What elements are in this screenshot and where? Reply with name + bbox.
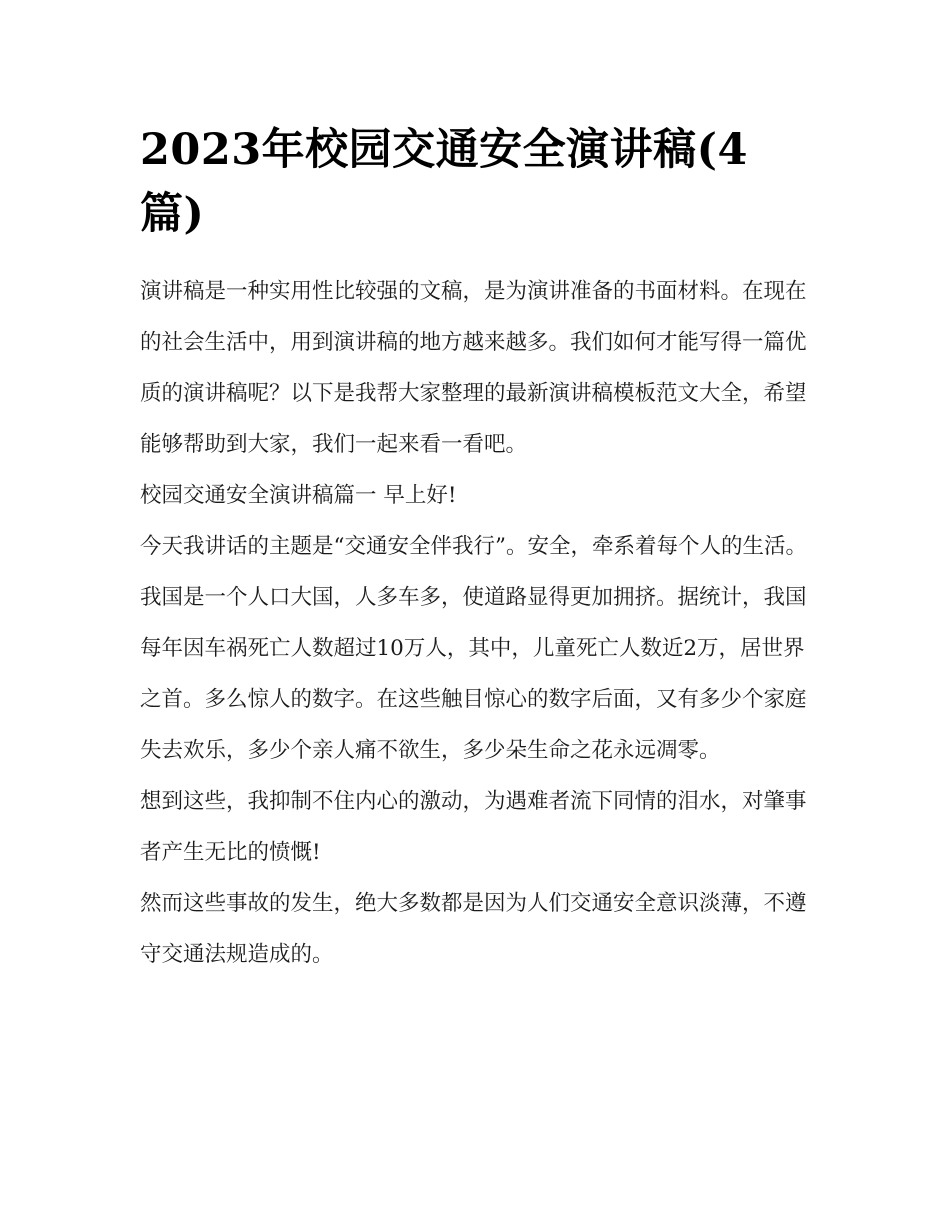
body-paragraph: 然而这些事故的发生，绝大多数都是因为人们交通安全意识淡薄，不遵守交通法规造成的。: [140, 891, 807, 967]
intro-paragraph: 演讲稿是一种实用性比较强的文稿，是为演讲准备的书面材料。在现在的社会生活中，用到演讲稿的地方越来越多。我们如何才能写得一篇优质的演讲稿呢？以下是我帮大家整理的最新演讲稿模板范文大全，希望能够帮助到大家，我们一起来看一看吧。: [140, 279, 807, 457]
document-body: [140, 118, 812, 980]
document-title: 2023年校园交通安全演讲稿(4篇): [140, 125, 748, 239]
body-paragraph: 想到这些，我抑制不住内心的激动，为遇难者流下同情的泪水，对肇事者产生无比的愤慨!: [140, 789, 807, 865]
section-heading-paragraph: 校园交通安全演讲稿篇一 早上好!: [140, 483, 457, 508]
body-paragraph: 今天我讲话的主题是“交通安全伴我行”。安全，牵系着每个人的生活。我国是一个人口大国，人多车多，使道路显得更加拥挤。据统计，我国每年因车祸死亡人数超过10万人，其中，儿童死亡人数近2万，居世界之首。多么惊人的数字。在这些触目惊心的数字后面，又有多少个家庭失去欢乐，多少个亲人痛不欲生，多少朵生命之花永远凋零。: [140, 534, 807, 763]
